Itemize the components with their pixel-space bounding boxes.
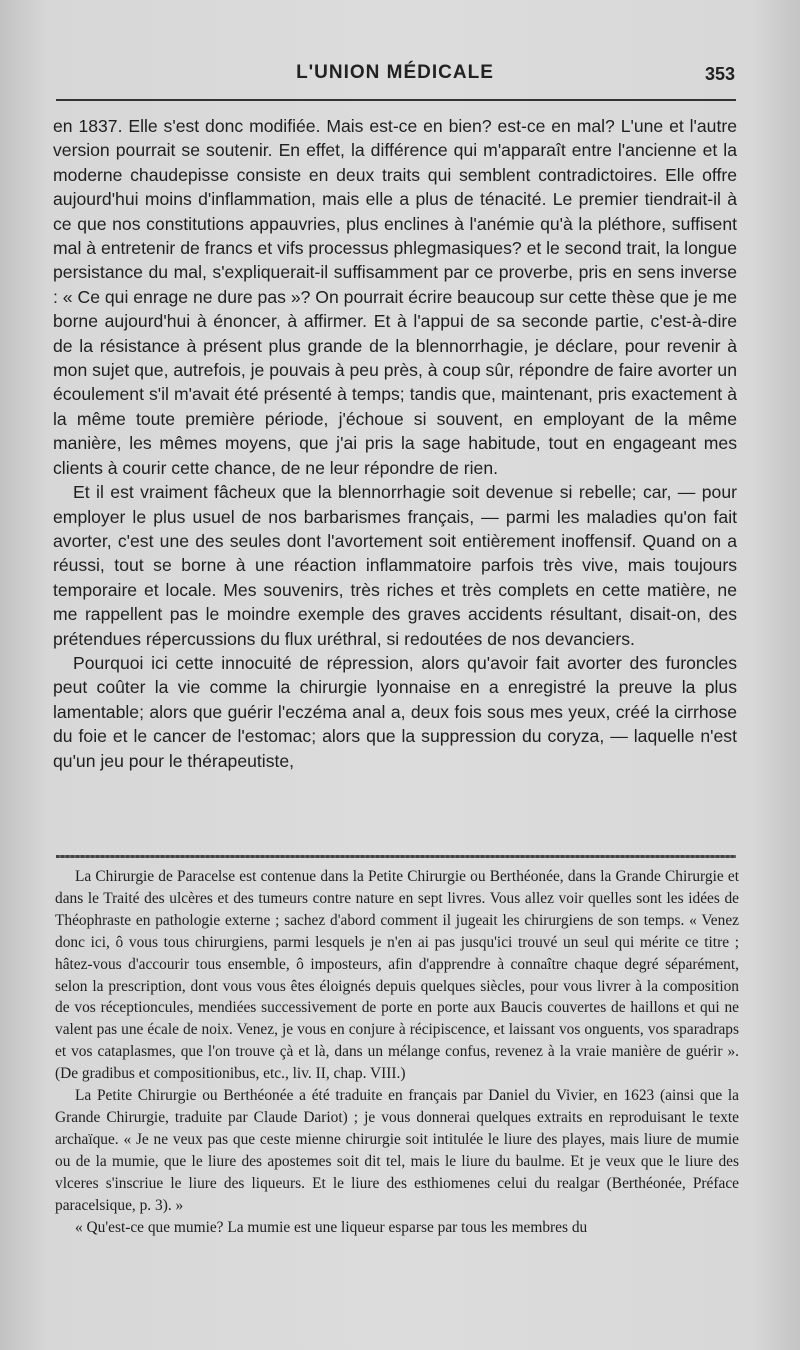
page-number: 353	[704, 64, 735, 84]
body-paragraph-3: Pourquoi ici cette innocuité de répression, alors qu'avoir fait avorter des furoncles peut coûter la vie comme la chirurgie lyonnaise en a enregistré la preuve la plus lamentable; alors que guérir l'eczéma anal a, deux fois sous mes yeux, créé la cirrhose du foie et le cancer de l'estomac; alors que la suppression du coryza, — laquelle n'est qu'un jeu pour le thérapeutiste,	[53, 652, 737, 771]
header-rule	[56, 99, 736, 101]
main-text	[53, 114, 737, 773]
body-paragraph-2: Et il est vraiment fâcheux que la blennorrhagie soit devenue si rebelle; car, — pour employer le plus usuel de nos barbarismes français, — parmi les maladies qu'on fait avorter, c'est une des seules dont l'avortement soit entièrement inoffensif. Quand on a réussi, tout se borne à une réaction inflammatoire parfois très vive, mais toujours temporaire et locale. Mes souvenirs, très riches et très complets en cette matière, ne me rappellent pas le moindre exemple des graves accidents résultant, disait-on, des prétendues répercussions du flux uréthral, si redoutées de nos devanciers.	[53, 482, 737, 649]
running-title: L'UNION MÉDICALE	[296, 62, 494, 83]
footnote-rule	[56, 855, 736, 858]
footnote-paragraph-1: La Chirurgie de Paracelse est contenue dans la Petite Chirurgie ou Berthéonée, dans la Grande Chirurgie et dans le Traité des ulcères et des tumeurs contre nature en sept livres. Vous allez voir quelles sont les idées de Théophraste en pathologie externe ; sachez d'abord comment il jugeait les chirurgiens de son temps. « Venez donc ici, ô vous tous chirurgiens, parmi lesquels je n'en ai pas jusqu'ici trouvé un seul qui mérite ce titre ; hâtez-vous d'accourir tous ensemble, ô imposteurs, afin d'apprendre à connaître chaque degré séparément, selon la prescription, dont vous vous êtes éloignés depuis quelques siècles, pour vous livrer à la composition de vos réceptioncules, mendiées successivement de porte en porte aux Baucis couvertes de haillons et qui ne valent pas une écale de noix. Venez, je vous en conjure à récipiscence, et laissant vos onguents, vos sparadraps et vos cataplasmes, que l'on trouve çà et là, dans un mélange confus, revenez à la vraie manière de guérir ». (De gradibus et compositionibus, etc., liv. II, chap. VIII.)	[55, 868, 739, 1083]
footnote-paragraph-3: « Qu'est-ce que mumie? La mumie est une liqueur esparse par tous les membres du	[75, 1218, 588, 1236]
footnote-paragraph-2: La Petite Chirurgie ou Berthéonée a été traduite en français par Daniel du Vivier, en 1623 (ainsi que la Grande Chirurgie, traduite par Claude Dariot) ; je vous donnerai quelques extraits en reproduisant le texte archaïque. « Je ne veux pas que ceste mienne chirurgie soit intitulée le liure des playes, mais liure de mumie ou de la mumie, que le liure des apostemes soit dit tel, mais le liure du baulme. Et je veux que le liure des vlceres s'inscriue le liure des liqueurs. Et le liure des esthiomenes celui du realgar (Berthéonée, Préface paracelsique, p. 3). »	[55, 1087, 739, 1214]
page-header	[55, 60, 735, 94]
footnotes	[55, 866, 739, 1238]
body-paragraph-1: en 1837. Elle s'est donc modifiée. Mais est-ce en bien? est-ce en mal? L'une et l'autre version pourrait se soutenir. En effet, la différence qui m'apparaît entre l'ancienne et la moderne chaudepisse consiste en deux traits qui semblent contradictoires. Elle offre aujourd'hui moins d'inflammation, mais elle a plus de ténacité. Le premier tiendrait-il à ce que nos constitutions appauvries, plus enclines à l'anémie qu'à la pléthore, suffisent mal à entretenir de francs et vifs processus phlegmasiques? et le second trait, la longue persistance du mal, s'expliquerait-il suffisamment par ce proverbe, pris en sens inverse : « Ce qui enrage ne dure pas »? On pourrait écrire beaucoup sur cette thèse que je me borne aujourd'hui à énoncer, à affirmer. Et à l'appui de sa seconde partie, c'est-à-dire de la résistance à présent plus grande de la blennorrhagie, je déclare, pour revenir à mon sujet que, autrefois, je pouvais à peu près, à coup sûr, répondre de faire avorter un écoulement s'il m'avait été présenté à temps; tandis que, maintenant, pris exactement à la même toute première période, j'échoue si souvent, en employant de la même manière, les mêmes moyens, que j'ai pris la sage habitude, tout en engageant mes clients à courir cette chance, de ne leur répondre de rien.	[53, 116, 737, 478]
